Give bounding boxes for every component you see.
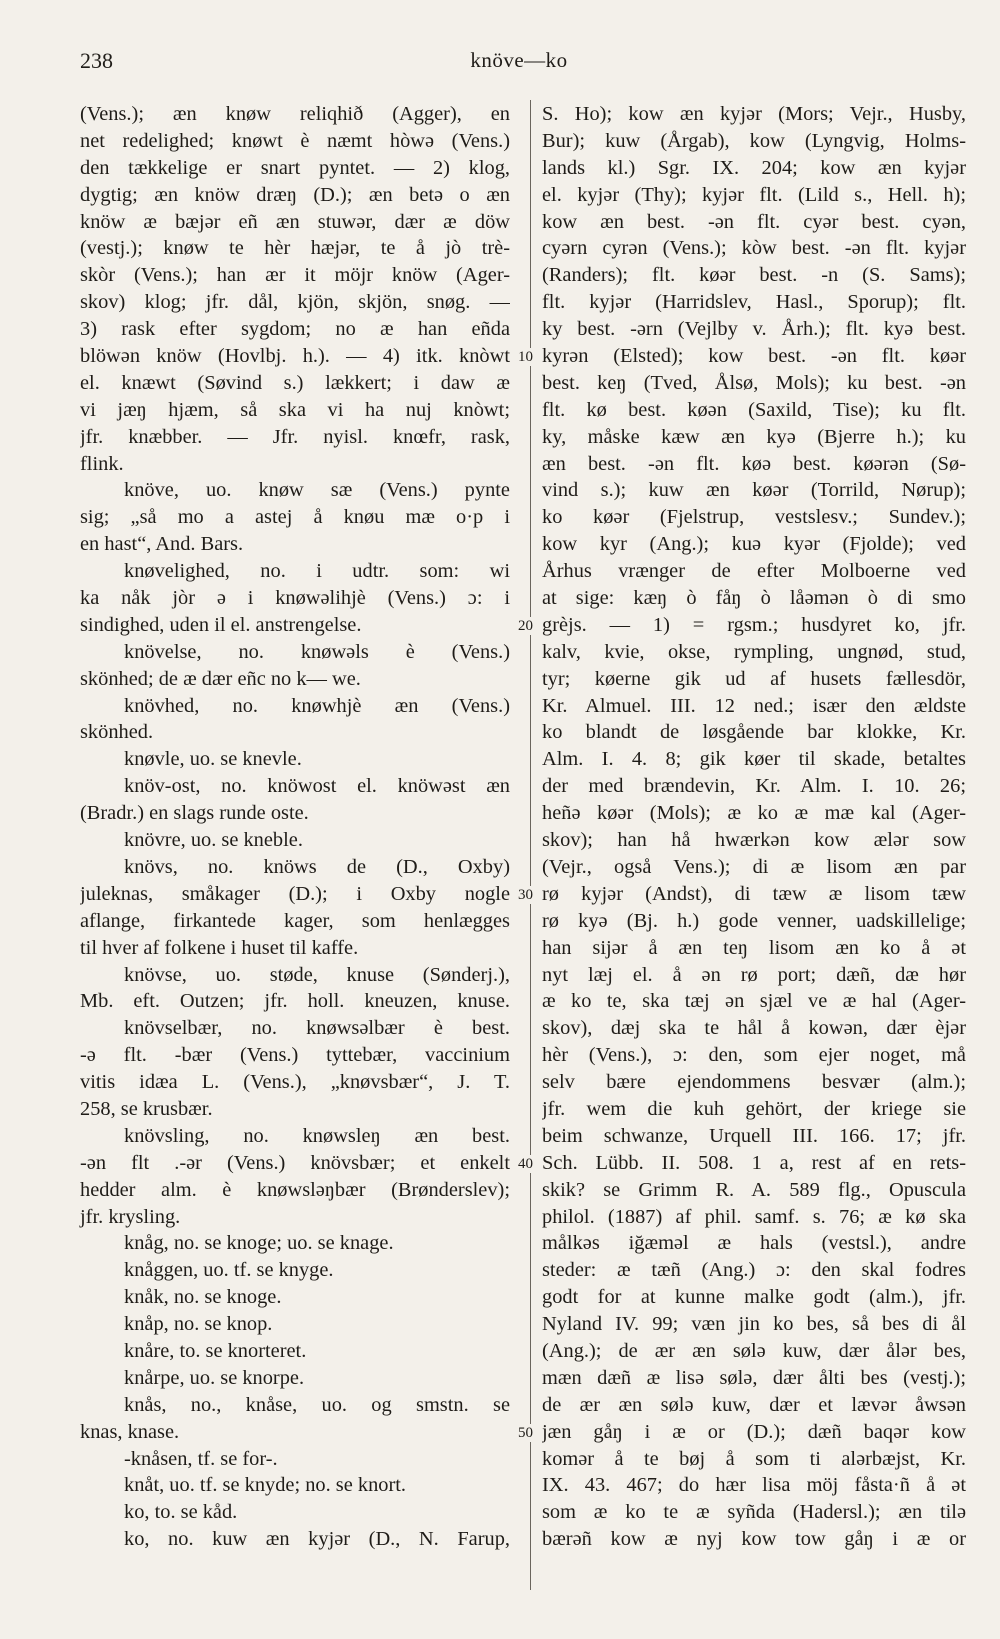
text-line: som æ ko te æ syñda (Hadersl.); æn tilə: [542, 1501, 966, 1524]
text-line: knövsling, no. knøwsleŋ æn best.: [124, 1124, 510, 1147]
text-line: (Vejr., også Vens.); di æ lisom æn par: [542, 855, 966, 878]
text-line: juleknas, småkager (D.); i Oxby nogle: [80, 882, 510, 905]
text-line: vi jæŋ hjæm, så ska vi ha nuj knòwt;: [80, 398, 510, 421]
line-number: 40: [518, 1156, 533, 1173]
text-line: S. Ho); kow æn kyjər (Mors; Vejr., Husby,: [542, 103, 966, 125]
text-line: knåk, no. se knoge.: [124, 1286, 282, 1309]
text-line: ky best. -ərn (Vejlby v. Årh.); flt. kyə best.: [542, 318, 966, 341]
text-line: (Vens.); æn knøw reliqhið (Agger), en: [80, 103, 510, 125]
text-line: knøvle, uo. se knevle.: [124, 748, 302, 771]
text-line: en hast“, And. Bars.: [80, 533, 244, 556]
text-line: 3) rask efter sygdom; no æ han eñda: [80, 318, 510, 341]
text-line: ko, no. kuw æn kyjər (D., N. Farup,: [124, 1528, 510, 1551]
column-divider: [530, 100, 531, 1590]
line-number: 50: [518, 1425, 533, 1442]
text-line: flink.: [80, 452, 124, 475]
text-line: den tækkelige er snart pyntet. — 2) klog,: [80, 156, 510, 179]
text-line: grèjs. — 1) = rgsm.; husdyret ko, jfr.: [542, 613, 966, 636]
text-line: skov); han hå hwærkən kow ælər sow: [542, 829, 966, 852]
text-line: knas, knase.: [80, 1420, 180, 1443]
text-line: net redelighed; knøwt è næmt hòwə (Vens.): [80, 129, 510, 152]
page-header: [80, 48, 958, 82]
text-line: philol. (1887) af phil. samf. s. 76; æ kø ska: [542, 1205, 966, 1228]
text-line: Alm. I. 4. 8; gik køer til skade, betaltes: [542, 748, 966, 771]
text-line: cyərn cyrən (Vens.); kòw best. -ən flt. kyjər: [542, 237, 966, 260]
text-line: sindighed, uden il el. anstrengelse.: [80, 613, 362, 636]
running-head: knöve—ko: [470, 48, 568, 72]
text-line: der med brændevin, Kr. Alm. I. 10. 26;: [542, 775, 966, 798]
text-line: til hver af folkene i huset til kaffe.: [80, 936, 359, 959]
text-line: skik? se Grimm R. A. 589 flg., Opuscula: [542, 1178, 966, 1201]
text-line: (Ang.); de ær æn sølə kuw, dær ålər bes,: [542, 1339, 966, 1362]
line-number: 10: [518, 349, 533, 366]
text-line: kyrən (Elsted); kow best. -ən flt. køər: [542, 345, 966, 368]
text-line: kow æn best. -ən flt. cyər best. cyən,: [542, 210, 966, 233]
text-line: vitis idæa L. (Vens.), „knøvsbær“, J. T.: [80, 1071, 510, 1094]
text-line: el. kyjər (Thy); kyjər flt. (Lild s., Hell. h);: [542, 183, 966, 206]
text-line: -ə flt. -bær (Vens.) tyttebær, vaccinium: [80, 1044, 510, 1067]
text-line: -knåsen, tf. se for-.: [124, 1447, 278, 1470]
text-line: jfr. knæbber. — Jfr. nyisl. knœfr, rask,: [80, 425, 510, 448]
text-line: knöv-ost, no. knöwost el. knöwəst æn: [124, 775, 510, 798]
text-line: knövselbær, no. knøwsəlbær è best.: [124, 1017, 510, 1040]
text-line: æ ko te, ska tæj ən sjæl ve æ hal (Ager-: [542, 990, 966, 1013]
text-line: nyt læj el. å ən rø port; dæñ, dæ hør: [542, 963, 966, 986]
text-line: ko køər (Fjelstrup, vestslesv.; Sundev.);: [542, 506, 966, 529]
text-line: blöwən knöw (Hovlbj. h.). — 4) itk. knòwt: [80, 345, 510, 368]
text-line: Mb. eft. Outzen; jfr. holl. kneuzen, knuse.: [80, 990, 510, 1013]
text-line: ko blandt de løsgående bar klokke, Kr.: [542, 721, 966, 744]
text-line: hèr (Vens.), ɔ: den, som ejer noget, må: [542, 1044, 966, 1067]
text-line: knövhed, no. knøwhjè æn (Vens.): [124, 694, 510, 717]
text-line: Århus vrænger de efter Molboerne ved: [542, 560, 966, 583]
text-line: (vestj.); knøw te hèr hæjər, te å jò trè-: [80, 237, 510, 260]
text-line: aflange, firkantede kager, som henlægges: [80, 909, 510, 932]
text-line: knåt, uo. tf. se knyde; no. se knort.: [124, 1474, 407, 1497]
right-column: [542, 101, 966, 1553]
text-line: han sijər å æn teŋ lisom æn ko å ət: [542, 936, 966, 959]
text-line: rø kyə (Bj. h.) gode venner, uadskillelige;: [542, 909, 966, 932]
text-line: vind s.); kuw æn køər (Torrild, Nørup);: [542, 479, 966, 502]
text-line: knövse, uo. støde, knuse (Sønderj.),: [124, 963, 510, 986]
text-line: knövs, no. knöws de (D., Oxby): [124, 855, 510, 878]
text-line: godt for at kunne malke godt (alm.), jfr.: [542, 1286, 966, 1309]
text-line: flt. kyjər (Harridslev, Hasl., Sporup); flt.: [542, 291, 966, 314]
text-line: Kr. Almuel. III. 12 ned.; især den ældste: [542, 694, 966, 717]
text-line: kow kyr (Ang.); kuə kyər (Fjolde); ved: [542, 533, 966, 556]
text-line: knövelse, no. knøwəls è (Vens.): [124, 640, 510, 663]
text-line: sig; „så mo a astej å knøu mæ o·p i: [80, 506, 510, 529]
text-line: el. knæwt (Søvind s.) lækkert; i daw æ: [80, 371, 510, 394]
text-line: knåp, no. se knop.: [124, 1313, 273, 1336]
text-line: skov) klog; jfr. dål, kjön, skjön, snøg. —: [80, 291, 510, 314]
text-line: tyr; køerne gik ud af husets fællesdör,: [542, 667, 966, 690]
text-line: 258, se krusbær.: [80, 1097, 213, 1120]
text-line: kalv, kvie, okse, rympling, ungnød, stud,: [542, 640, 966, 663]
left-column: [80, 101, 510, 1553]
text-line: at sige: kæŋ ò fåŋ ò låəmən ò di smo: [542, 587, 966, 610]
text-line: jfr. krysling.: [80, 1205, 181, 1228]
text-line: ko, to. se kåd.: [124, 1501, 238, 1524]
text-line: heñə køər (Mols); æ ko æ mæ kal (Ager-: [542, 802, 966, 825]
text-line: komər å te bøj å som ti alərbæjst, Kr.: [542, 1447, 966, 1470]
page-number: 238: [80, 48, 113, 73]
text-line: Sch. Lübb. II. 508. 1 a, rest af en rets-: [542, 1151, 966, 1174]
text-line: knövre, uo. se kneble.: [124, 829, 303, 852]
text-line: knöw æ bæjər eñ æn stuwər, dær æ döw: [80, 210, 510, 233]
text-line: hedder alm. è knøwsləŋbær (Brønderslev);: [80, 1178, 510, 1201]
text-line: (Randers); flt. køər best. -n (S. Sams);: [542, 264, 966, 287]
text-line: skönhed; de æ dær eñc no k— we.: [80, 667, 361, 690]
line-number: 20: [518, 618, 533, 635]
text-line: flt. kø best. køən (Saxild, Tise); ku flt.: [542, 398, 966, 421]
text-line: skönhed.: [80, 721, 154, 744]
text-line: knøvelighed, no. i udtr. som: wi: [124, 560, 510, 583]
line-number: 30: [518, 887, 533, 904]
text-line: knöve, uo. knøw sæ (Vens.) pynte: [124, 479, 510, 502]
text-line: -ən flt .-ər (Vens.) knövsbær; et enkelt: [80, 1151, 510, 1174]
text-line: skov), dæj ska te hål å kowən, dær èjər: [542, 1017, 966, 1040]
text-line: jfr. wem die kuh gehört, der kriege sie: [542, 1097, 966, 1120]
text-line: målkəs iğæməl æ hals (vestsl.), andre: [542, 1232, 966, 1255]
text-line: IX. 43. 467; do hær lisa möj fåsta·ñ å ət: [542, 1474, 966, 1497]
text-line: knåggen, uo. tf. se knyge.: [124, 1259, 334, 1282]
text-line: (Bradr.) en slags runde oste.: [80, 802, 309, 825]
text-line: beim schwanze, Urquell III. 166. 17; jfr.: [542, 1124, 966, 1147]
text-line: æn best. -ən flt. køə best. køərən (Sø-: [542, 452, 966, 475]
text-line: de ær æn sølə kuw, dær et lævər åwsən: [542, 1393, 966, 1416]
text-line: best. keŋ (Tved, Ålsø, Mols); ku best. -ən: [542, 371, 966, 394]
text-line: knåre, to. se knorteret.: [124, 1339, 307, 1362]
text-line: knåg, no. se knoge; uo. se knage.: [124, 1232, 394, 1255]
text-line: lands kl.) Sgr. IX. 204; kow æn kyjər: [542, 156, 966, 179]
text-line: selv bære ejendommens besvær (alm.);: [542, 1071, 966, 1094]
text-line: jæn gåŋ i æ or (D.); dæñ baqər kow: [542, 1420, 966, 1443]
text-line: knås, no., knåse, uo. og smstn. se: [124, 1393, 510, 1416]
text-line: steder: æ tæñ (Ang.) ɔ: den skal fodres: [542, 1259, 966, 1282]
text-line: rø kyjər (Andst), di tæw æ lisom tæw: [542, 882, 966, 905]
text-line: Nyland IV. 99; væn jin ko bes, så bes di ål: [542, 1313, 966, 1336]
text-line: dygtig; æn knöw dræŋ (D.); æn betə o æn: [80, 183, 510, 206]
text-line: ka nåk jòr ə i knøwəlihjè (Vens.) ɔ: i: [80, 587, 510, 610]
text-line: bærəñ kow æ nyj kow tow gåŋ i æ or: [542, 1528, 966, 1551]
text-line: Bur); kuw (Årgab), kow (Lyngvig, Holms-: [542, 129, 966, 152]
text-line: knårpe, uo. se knorpe.: [124, 1366, 305, 1389]
text-line: skòr (Vens.); han ær it möjr knöw (Ager-: [80, 264, 510, 287]
text-line: mæn dæñ æ lisə sølə, dær ålti bes (vestj.);: [542, 1366, 966, 1389]
text-line: ky, måske kæw æn kyə (Bjerre h.); ku: [542, 425, 966, 448]
